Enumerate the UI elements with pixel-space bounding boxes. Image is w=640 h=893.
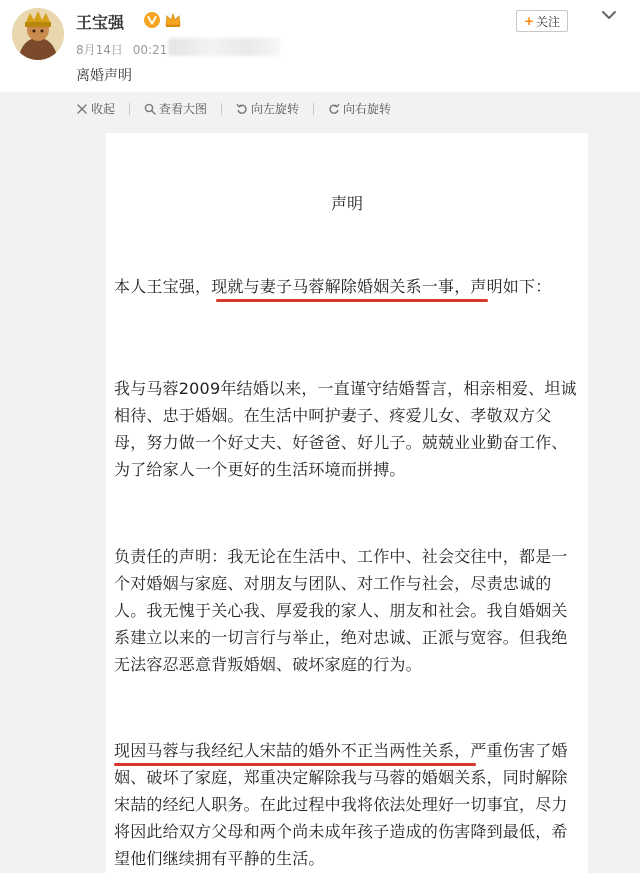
verified-badge-icon <box>144 12 160 28</box>
rotate-left-button[interactable] <box>236 100 299 117</box>
chevron-down-icon[interactable] <box>598 6 620 24</box>
post-header <box>0 0 640 92</box>
follow-label: 关注 <box>536 14 561 29</box>
view-large-button[interactable] <box>144 100 207 117</box>
post-text: 离婚声明 <box>76 68 132 84</box>
rotate-left-icon <box>236 103 248 115</box>
image-toolbar <box>0 92 640 125</box>
rotate-right-icon <box>328 103 340 115</box>
collapse-label: 收起 <box>91 102 116 116</box>
toolbar-divider <box>313 103 314 115</box>
highlight-underline <box>216 299 488 302</box>
document-title: 声明 <box>330 194 363 213</box>
avatar-image <box>12 8 64 60</box>
rotate-left-label: 向左旋转 <box>251 102 300 116</box>
blurred-source <box>168 38 280 56</box>
toolbar-divider <box>221 103 222 115</box>
crown-badge-icon[interactable] <box>164 12 182 28</box>
toolbar-divider <box>129 103 130 115</box>
magnify-icon <box>144 103 156 115</box>
highlight-underline <box>114 763 476 766</box>
follow-button[interactable] <box>516 10 568 32</box>
follow-plus-icon: + <box>523 14 535 28</box>
collapse-icon <box>76 103 88 115</box>
document-paragraph: 负责任的声明：我无论在生活中、工作中、社会交往中，都是一个对婚姻与家庭、对朋友与团队、对工作与社会，尽责忠诚的人。我无愧于关心我、厚爱我的家人、朋友和社会。我自婚姻关系建立以来的一切言行与举止，绝对忠诚、正派与宽容。但我绝无法容忍恶意背叛婚姻、破坏家庭的行为。 <box>114 547 568 674</box>
statement-document[interactable] <box>106 133 588 893</box>
rotate-right-label: 向右旋转 <box>343 102 392 116</box>
post-date[interactable]: 8月14日 <box>76 43 123 57</box>
post-time[interactable]: 00:21 <box>132 43 168 57</box>
rotate-right-button[interactable] <box>328 100 391 117</box>
document-paragraph: 本人王宝强，现就与妻子马蓉解除婚姻关系一事，声明如下： <box>114 277 552 296</box>
view-large-label: 查看大图 <box>159 102 208 116</box>
document-paragraph: 现因马蓉与我经纪人宋喆的婚外不正当两性关系，严重伤害了婚姻、破坏了家庭，郑重决定解除我与马蓉的婚姻关系，同时解除宋喆的经纪人职务。在此过程中我将依法处理好一切事宜，尽力将因此给双方父母和两个尚未成年孩子造成的伤害降到最低，希望他们继续拥有平静的生活。 <box>114 741 568 868</box>
collapse-button[interactable] <box>76 100 115 117</box>
image-viewer <box>0 125 640 873</box>
document-paragraph: 我与马蓉2009年结婚以来，一直谨守结婚誓言，相亲相爱、坦诚相待、忠于婚姻。在生活中呵护妻子、疼爱儿女、孝敬双方父母，努力做一个好丈夫、好爸爸、好儿子。兢兢业业勤奋工作、为了给家人一个更好的生活环境而拼搏。 <box>114 379 577 479</box>
avatar[interactable] <box>12 8 64 60</box>
username[interactable]: 王宝强 <box>76 13 125 32</box>
